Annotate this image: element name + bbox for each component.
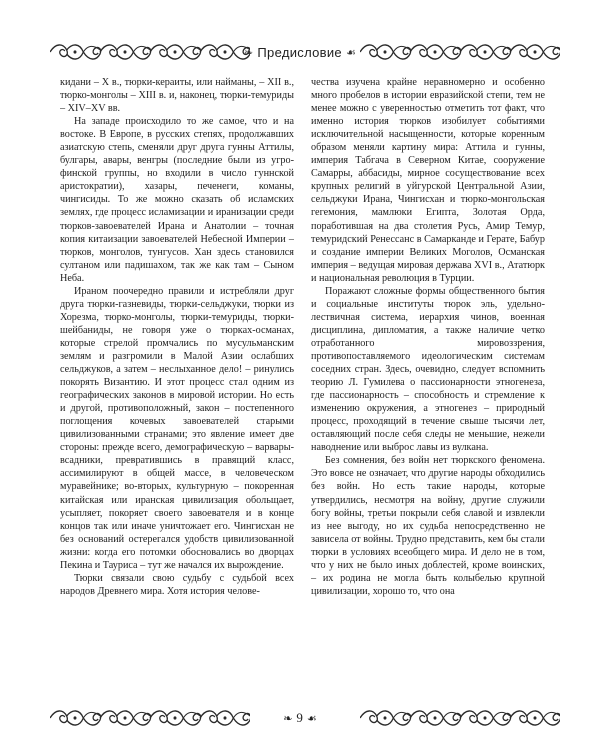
text-columns	[60, 76, 545, 688]
paragraph: кидани – X в., тюрки-кераиты, или найманы, – XII в., тюрко-монголы – XIII в. и, наконец, тюрки-темуриды – XIV–XV вв.	[60, 77, 294, 115]
paragraph: На западе происходило то же самое, что и на востоке. В Европе, в русских степях, продолжавших азиатскую степь, сменяли друг друга гунны Аттилы, булгары, авары, венгры (последние были из угро-финской группы, но входили в число гуннской аристократии), хазары, печенеги, команы, чингисиды. То же можно сказать об исламских землях, где процесс исламизации и иранизации среди тюрков-завоевателей Ирана и Анатолии – точная копия китаизации завоевателей Небесной Империи – тюрков, монголов, тунгусов. Хан здесь становился султаном или падишахом, так же как там – Сыном Неба.	[60, 116, 294, 284]
paragraph: чества изучена крайне неравномерно и особенно много пробелов в истории евразийской степи, тем не менее можно с уверенностью отметить тот факт, что именно история тюрков изобилует событиями исключительной насыщенности, которые коренным образом меняли картину мира: Аттила и гунны, империя Табгача в Северном Китае, сооружение Самарры, аббасиды, мирное сосуществование всех крупных религий в уйгурской Центральной Азии, сельджуки Ирана, Чингисхан и тюрко-монгольская гегемония, мамлюки Египта, Золотая Орда, поработившая на два столетия Русь, Амир Темур, темуридский Ренессанс в Самарканде и Герате, Бабур и создание империи Великих Моголов, Османская империя – ведущая мировая держава XVI в., Ататюрк и национальная революция в Турции.	[311, 77, 545, 284]
flourish-right-icon: ☙	[345, 46, 357, 59]
paragraph: Тюрки связали свою судьбу с судьбой всех народов Древнего мира. Хотя история челове-	[60, 572, 294, 597]
right-ornament-icon	[360, 42, 560, 62]
left-ornament-icon	[50, 42, 250, 62]
page-footer	[30, 706, 570, 730]
page-title	[230, 40, 370, 64]
right-footer-ornament-icon	[360, 708, 560, 728]
paragraph: Ираном поочередно правили и истребляли друг друга тюрки-газневиды, тюрки-сельджуки, тюрки из Хорезма, тюрко-монголы, тюрки-темуриды, тюрки-шейбаниды, не говоря уже о тюрках-османах, которые стрелой промчались по мусульманским землям и разгромили в Малой Азии ослабших сельджуков, а затем – неслыханное дело! – ринулись покорять Византию. И этот процесс стал одним из географических законов в мировой истории. Но есть и другой, противоположный, закон – постепенного поглощения кочевых завоевателей старыми цивилизованными странами; это явление имеет две стороны: прежде всего, демографическую – варвары-всадники, превратившись в правящий класс, ассимилируют в общей массе, в человеческом муравейнике; во-вторых, культурную – покоренная китайская или иранская цивилизация обольщает, усыпляет, покоряет своего завоевателя и в конце концов так или иначе уничтожает его. Чингисхан не без оснований остерегался удобств цивилизованной жизни: когда его потомки обосновались во дворцах Пекина и Тауриса – тут же начался их вырождение.	[60, 285, 294, 571]
flourish-left-icon: ❧	[283, 712, 293, 725]
flourish-right-icon: ☙	[306, 712, 317, 725]
paragraph: Без сомнения, без войн нет тюркского феномена. Это вовсе не означает, что другие народы обходились без войн. Но есть такие народы, которые утвердились, несмотря на войну, другие служили богу войны, третьи покрыли себя славой и извлекли из нее выгоду, но их судьба непосредственно не зависела от войны. Трудно представить, кем бы стали тюрки в условиях всеобщего мира. И дело не в том, что у них не было иных доблестей, кроме воинских, – их родина не могла быть колыбелью крупной цивилизации, хорошо то, что она	[311, 455, 545, 597]
page-number-value: 9	[296, 710, 303, 725]
left-column	[60, 76, 294, 688]
left-footer-ornament-icon	[50, 708, 250, 728]
page-header	[30, 40, 570, 64]
paragraph: Поражают сложные формы общественного бытия и социальные институты тюрок эль, удельно-лествичная система, иерархия чинов, военная дисциплина, дипломатия, а также наличие четко отработанного мировоззрения, противопоставляемого идеологическим системам соседних стран. Здесь, очевидно, следует вспомнить теорию Л. Гумилева о пассионарности этногенеза, где пассионарность – способность и стремление к изменению окружения, а этногенез – природный процесс, проходящий в течение свыше тысячи лет, оставляющий после себя следы не меньшие, нежели наводнение или выброс лавы из вулкана.	[311, 285, 545, 454]
section-title: Предисловие	[257, 44, 342, 60]
right-column	[311, 76, 545, 688]
page-number	[260, 706, 340, 730]
flourish-left-icon: ❧	[243, 46, 254, 59]
